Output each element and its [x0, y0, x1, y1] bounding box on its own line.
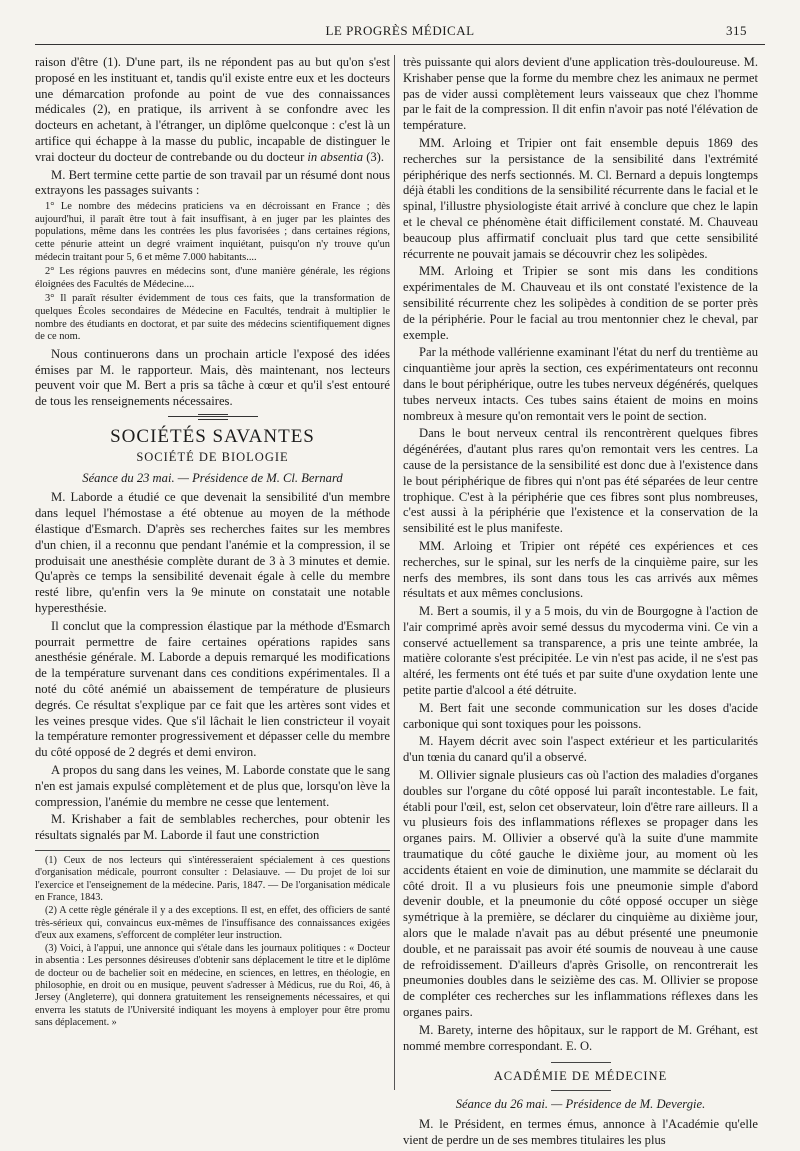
right-column [403, 55, 758, 1151]
paragraph: M. Bert fait une seconde communication sur les doses d'acide carbonique qui sont toxiques pour les poissons. [403, 700, 758, 731]
footnote: (2) A cette règle générale il y a des exceptions. Il est, en effet, des officiers de santé très-sérieux qui, convaincus eux-mêmes de l'insuffisance des connaissances exigées d'eux aux examens, s'efforcent de compléter leur instruction. [35, 905, 390, 941]
paragraph-text: raison d'être (1). D'une part, ils ne répondent pas au but qu'on s'est proposé en les instituant et, tandis qu'il existe entre eux et les docteurs une démarcation profonde au point de vue des connaissances médicales (2), en pratique, ils arrivent à se confondre avec les docteurs en achetant, à l'étranger, un diplôme quelconque : c'est là un artifice qui échappe à la masse du public, incapable de distinguer le vrai docteur du docteur de contrebande ou du docteur [35, 55, 390, 164]
section-divider [551, 1090, 611, 1091]
paragraph: Dans le bout nerveux central ils rencontrèrent quelques fibres dégénérées, d'autant plus rares qu'on remontait vers les centres. La cause de la persistance de la sensibilité est donc due à l'existence dans le bout périphérique de fibres qui n'ont pas été séparées de leur centre trophique. C'est à la périphérie que ces fibres sont plus nombreuses, c'est aussi à la périphérie que l'existence et la conservation de la sensibilité est le plus manifeste. [403, 426, 758, 536]
paragraph: M. Krishaber a fait de semblables recherches, pour obtenir les résultats signalés par M. Laborde il faut une constriction [35, 812, 390, 843]
paragraph: Nous continuerons dans un prochain article l'exposé des idées émises par M. le rapporteur. Mais, dès maintenant, nos lecteurs peuvent voir que M. Bert a pris sa tâche à cœur et qu'il s'est entouré de tous les renseignements nécessaires. [35, 346, 390, 409]
footnotes [35, 850, 390, 1029]
session-line: Séance du 26 mai. — Présidence de M. Devergie. [455, 1097, 706, 1112]
paragraph: Il conclut que la compression élastique par la méthode d'Esmarch pourrait permettre de faire certaines opérations rapides sans anesthésie générale. M. Laborde a depuis remarqué les modifications de la température survenant dans ces conditions expérimentales. Il a noté du côté anémié un abaissement de température de plusieurs degrés. Ce résultat s'explique par ce fait que les artères sont vides et les veines presque vides. Que s'il lâchait le lien constricteur il voyait la température remonter progressivement et dépasser celle du membre du côté opposé de 2 degrés et demi environ. [35, 618, 390, 760]
footnote: (1) Ceux de nos lecteurs qui s'intéresseraient spécialement à ces questions d'organisation médicale, pourront consulter : Delasiauve. — Du projet de loi sur l'exercice et l'enseignement de la médecine. Paris, 1847. — De l'organisation médicale en France, 1843. [35, 855, 390, 903]
paragraph: M. Laborde a étudié ce que devenait la sensibilité d'un membre dans lequel l'hémostase a été obtenue au moyen de la méthode élastique d'Esmarch. D'après ses recherches faites sur les membres d'un chien, il a reconnu que pendant l'anémie et la compression, il se produisait une anesthésie complète durant de 3 à 3 minutes et demie. Qu'après ce temps la sensibilité devenait égale à celle du membre resté libre, qu'enfin vers la 9e minute on constatait une notable hyperesthésie. [35, 490, 390, 616]
column-divider [394, 55, 395, 1090]
quote-item: 2° Les régions pauvres en médecins sont, d'une manière générale, les régions éloignées des Facultés de Médecine.... [35, 266, 390, 290]
left-column [35, 55, 390, 1030]
journal-title: LE PROGRÈS MÉDICAL [325, 23, 475, 38]
paragraph: MM. Arloing et Tripier se sont mis dans les conditions expérimentales de M. Chauveau et ils ont constaté l'existence de la sensibilité récurrente chez les solipèdes à condition de se porter près de la périphérie. Pour le facial au trou mentonnier chez le cheval, par exemple. [403, 264, 758, 342]
paragraph: M. Bert a soumis, il y a 5 mois, du vin de Bourgogne à l'action de l'air comprimé après avoir semé dessus du mycoderma vini. Ce vin a conservé actuellement sa transparence, a pris une teinte ambrée, la matière colorante s'est précipitée. Le vin n'est pas acide, il ne s'est pas altéré, les ferments ont été tués et par suite d'une oxydation lente une petite partie d'alcool a été détruite. [403, 604, 758, 698]
paragraph: M. Hayem décrit avec soin l'aspect extérieur et les particularités d'un tœnia du canard qu'il a observé. [403, 734, 758, 765]
section-divider [551, 1062, 611, 1063]
subsection-title: SOCIÉTÉ DE BIOLOGIE [136, 449, 289, 464]
session-line: Séance du 23 mai. — Présidence de M. Cl. Bernard [82, 470, 343, 485]
paragraph: M. Barety, interne des hôpitaux, sur le rapport de M. Gréhant, est nommé membre correspondant. E. O. [403, 1022, 758, 1053]
paragraph: Par la méthode vallérienne examinant l'état du nerf du trentième au cinquantième jour après la section, ces expérimentateurs ont reconnu dans le bout périphérique, outre les tubes nerveux dégénérés, quelques tubes nerveux intacts. Ces tubes sains étaient de moins en moins nombreux à mesure qu'on remontait vers le point de section. [403, 345, 758, 423]
quote-item: 1° Le nombre des médecins praticiens va en décroissant en France ; dès aujourd'hui, il paraît être tout à fait insuffisant, à en juger par les plaintes des populations, même dans les contrées les plus favorisées ; dans certaines régions, cette pénurie atteint un degré vraiment inquiétant, puisqu'on n'y trouve qu'un médecin traitant pour 5, 6 et même 7.000 habitants.... [35, 201, 390, 263]
paragraph: M. Ollivier signale plusieurs cas où l'action des maladies d'organes doubles sur l'organe du côté opposé lui paraît incontestable. Le fait, établi pour l'œil, est, selon cet observateur, loin d'être rare ailleurs. Il a vu plusieurs fois des inflammations réflexes se propager dans les organes pairs. M. Ollivier a observé qu'à la suite d'une mammite traumatique du côté gauche le dixième jour, au moment où les accidents étaient en voie de diminution, une mammite se déclarait du côté droit. Il a vu plusieurs fois une pneumonie simple d'abord devenir double, et la pneumonie du côté opposé occuper un siège symétrique à la première, se déclarer du cinquième au dixième jour, alors que le malade n'avait pas au début présenté une pneumonie double, et ne paraissait pas avoir été soumis de nouveau à une cause de refroidissement. D'ailleurs d'après Grisolle, on rencontrerait les pneumonies doubles dans le seizième des cas. M. Ollivier se propose de compléter ces recherches sur les inflammations réflexes dans les organes pairs. [403, 768, 758, 1020]
paragraph: MM. Arloing et Tripier ont fait ensemble depuis 1869 des recherches sur la persistance de la sensibilité dans l'extrémité périphérique des nerfs sectionnés. M. Cl. Bernard a depuis longtemps déjà établi les conditions de la sensibilité récurrente dans le facial et le spinal, l'illustre physiologiste était arrivé à conclure que chez le lapin et le cheval ce phénomène était difficilement constaté. M. Chauveau beaucoup plus affirmatif concluait plus tard que cette sensibilité récurrente ne pouvait jamais se découvrir chez les solipèdes. [403, 135, 758, 261]
quoted-passages [35, 201, 390, 344]
paragraph [35, 55, 390, 166]
paragraph-text: (3). [363, 149, 385, 164]
italic-term: in absentia [307, 149, 364, 164]
page-header [35, 20, 765, 45]
section-title: SOCIÉTÉS SAVANTES [110, 425, 315, 447]
paragraph: M. le Président, en termes émus, annonce à l'Académie qu'elle vient de perdre un de ses membres titulaires les plus [403, 1117, 758, 1147]
ornamental-divider [168, 416, 258, 423]
paragraph: MM. Arloing et Tripier ont répété ces expériences et ces recherches, sur le spinal, sur les nerfs de la cinquième paire, sur les nerfs des membres, ils sont dans tous les cas arrivés aux mêmes résultats et aux mêmes conclusions. [403, 538, 758, 601]
paragraph: A propos du sang dans les veines, M. Laborde constate que le sang n'en est jamais expulsé complètement et de plus que, lorsqu'on lève la compression, l'anémie du membre ne cesse que lentement. [35, 763, 390, 809]
quote-item: 3° Il paraît résulter évidemment de tous ces faits, que la transformation de quelques Écoles secondaires de Médecine en Facultés, tendrait à multiplier le nombre des étudiants en doctorat, et par suite des médecins scientifiquement dignes de ce nom. [35, 293, 390, 343]
paragraph: très puissante qui alors devient d'une application très-douloureuse. M. Krishaber pense que la forme du membre chez les animaux ne permet pas de vider aussi complètement leurs vaisseaux que chez l'homme par le fait de la compression. Il dit enfin n'avoir pas noté l'élévation de température. [403, 55, 758, 133]
footnote: (3) Voici, à l'appui, une annonce qui s'étale dans les journaux politiques : « Docteur in absentia : Les personnes désireuses d'obtenir sans déplacement le titre et le diplôme de docteur ou de bachelier soit en médecine, en sciences, en lettres, en théologie, en philosophie, en droit ou en musique, peuvent s'adresser à Médicus, rue du Roi, 46, à Jersey (Angleterre), qui donnera gratuitement les renseignements nécessaires, et qui enverra les statuts de l'Université indiquant les moyens à employer pour être promu sans déplacement. » [35, 943, 390, 1028]
page-number: 315 [726, 23, 747, 38]
paragraph: M. Bert termine cette partie de son travail par un résumé dont nous extrayons les passages suivants : [35, 167, 390, 198]
section-title: ACADÉMIE DE MÉDECINE [493, 1069, 668, 1084]
